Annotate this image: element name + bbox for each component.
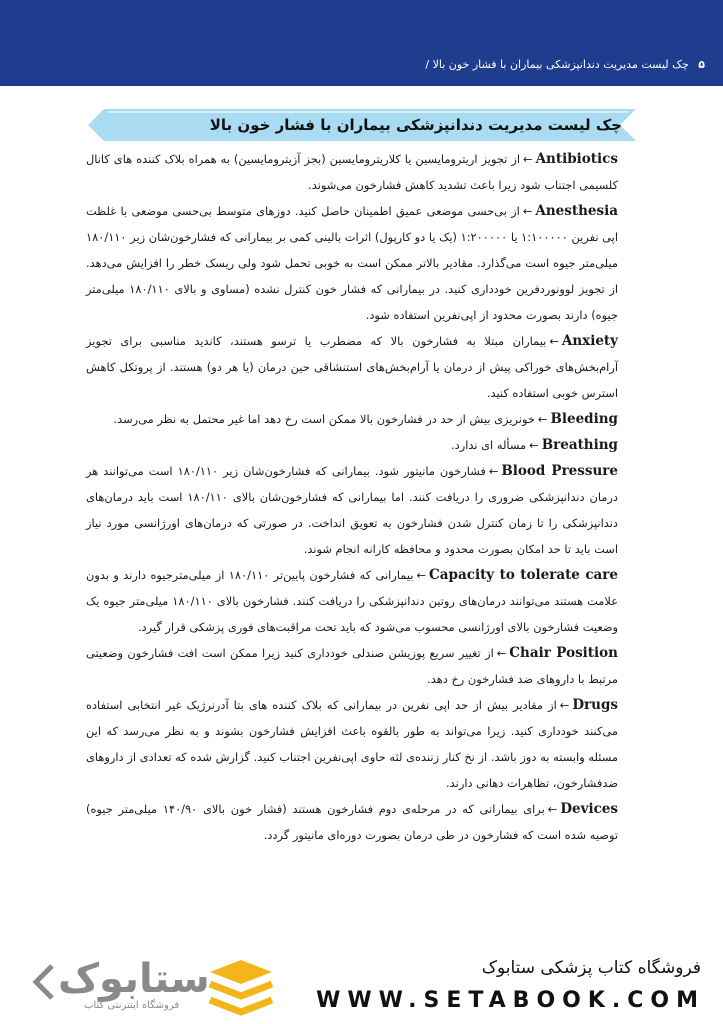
entry-term: Chair Position [509, 645, 618, 661]
checklist-entry [86, 146, 618, 198]
shop-url-link[interactable]: WWW.SETABOOK.COM [316, 988, 705, 1013]
section-title-bar [88, 109, 636, 141]
entry-term: Anesthesia [535, 203, 618, 219]
checklist-entry [86, 458, 618, 562]
checklist-entry [86, 328, 618, 406]
footer-fade [0, 900, 723, 950]
entry-text: خونریزی بیش از حد در فشارخون بالا ممکن است رخ دهد اما غیر محتمل به نظر می‌رسد. [113, 412, 535, 426]
arrow-icon: ← [549, 334, 559, 348]
arrow-icon: ← [416, 568, 427, 582]
page-header [0, 0, 723, 86]
entry-term: Antibiotics [535, 151, 618, 167]
entry-term: Drugs [572, 697, 618, 713]
checklist-entry [86, 432, 618, 458]
checklist-entry [86, 562, 618, 640]
entry-text: برای بیمارانی که در مرحله‌ی دوم فشارخون هستند (فشار خون بالای ۱۴۰/۹۰ میلی‌متر جیوه) توصیه شده است که فشارخون در طی درمان بصورت دوره‌ای مانیتور گردد. [86, 802, 618, 842]
entry-term: Capacity to tolerate care [429, 567, 618, 583]
checklist-entry [86, 406, 618, 432]
entry-text: فشارخون مانیتور شود. بیمارانی که فشارخون‌شان زیر ۱۸۰/۱۱۰ است می‌توانند هر درمان دندانپزشکی ضروری را دریافت کنند. اما بیمارانی که فشارخون‌شان بالای ۱۸۰/۱۱۰ است باید درمان‌های دندانپزشکی را تا زمان کنترل شدن فشارخون به تعویق انداخت. در صورتی که درمان‌های اورژانسی مورد نیاز است باید تا حد امکان بصورت محدود و محافظه کارانه انجام شوند. [86, 464, 618, 556]
logo-tagline: فروشگاه اینترنتی کتاب [84, 1000, 180, 1011]
checklist-entry [86, 640, 618, 692]
running-title: چک لیست مدیریت دندانپزشکی بیماران با فشار خون بالا / [425, 58, 689, 71]
footer [0, 944, 723, 1024]
entry-term: Blood Pressure [501, 463, 618, 479]
arrow-icon: ← [488, 464, 499, 478]
setabook-logo [30, 956, 300, 1018]
entry-text: از تجویز اریترومایسین یا کلاریترومایسین (بجز آزیترومایسین) به همراه بلاک کننده های کانال کلسیمی اجتناب شود زیرا باعث تشدید کاهش فشارخون می‌شوند. [86, 152, 618, 192]
page-number: ۵ [698, 58, 705, 71]
header-caption [425, 58, 705, 71]
shop-name: فروشگاه کتاب پزشکی ستابوک [481, 958, 701, 978]
entry-term: Anxiety [561, 333, 618, 349]
arrow-icon: ← [537, 412, 548, 426]
logo-wordmark: ستابوک [58, 956, 210, 1002]
entry-term: Bleeding [550, 411, 618, 427]
entry-text: مسأله ای ندارد. [451, 438, 527, 452]
arrow-icon: ← [496, 646, 507, 660]
section-title: چک لیست مدیریت دندانپزشکی بیماران با فشار خون بالا [209, 116, 622, 134]
entry-text: از تغییر سریع پوزیشن صندلی خودداری کنید زیرا ممکن است افت فشارخون وضعیتی مرتبط با داروهای ضد فشارخون رخ دهد. [86, 646, 618, 686]
arrow-icon: ← [529, 438, 539, 452]
arrow-icon: ← [559, 698, 570, 712]
arrow-icon: ← [547, 802, 558, 816]
entry-text: از بی‌حسی موضعی عمیق اطمینان حاصل کنید. دوزهای متوسط بی‌حسی موضعی با غلظت اپی نفرین ۱:۱۰۰۰۰۰ یا ۱:۲۰۰۰۰۰ (یک یا دو کارپول) اثرات بالینی کمی بر بیمارانی که فشارخون‌شان زیر ۱۸۰/۱۱۰ میلی‌متر جیوه است می‌گذارد. مقادیر بالاتر ممکن است به خوبی تحمل شود ولی ریسک خطر را افزایش می‌دهد. از تجویز لوونوردفرین خودداری کنید. در بیمارانی که فشار خون کنترل نشده (مساوی و بالای ۱۸۰/۱۱۰ میلی‌متر جیوه) دارند بصورت محدود از اپی‌نفرین استفاده شود. [86, 204, 618, 322]
entry-term: Devices [560, 801, 618, 817]
logo-chevron-icon [30, 962, 56, 1002]
checklist-entry [86, 198, 618, 328]
arrow-icon: ← [523, 152, 533, 166]
checklist-body [86, 146, 618, 848]
checklist-entry [86, 796, 618, 848]
entry-text: از مقادیر بیش از حد اپی نفرین در بیمارانی که بلاک کننده های بتا آدرنرژیک غیر انتخابی استفاده می‌کنند خودداری کنید. زیرا می‌تواند به طور بالقوه باعث افزایش فشارخون بشوند و به نظر می‌رسد که این مسئله وابسته به دوز باشد. از نخ کنار زننده‌ی لثه حاوی اپی‌نفرین اجتناب کنید. گزارش شده که تعدادی از داروهای ضدفشارخون، تظاهرات دهانی دارند. [86, 698, 618, 790]
checklist-entry [86, 692, 618, 796]
arrow-icon: ← [522, 204, 533, 218]
entry-term: Breathing [541, 437, 618, 453]
entry-text: بیماران مبتلا به فشارخون بالا که مضطرب یا ترسو هستند، کاندید مناسبی برای تجویز آرام‌بخش‌های خوراکی پیش از درمان یا آرام‌بخش‌های استنشاقی حین درمان (یا هر دو) هستند. از پروتکل کاهش استرس خوبی استفاده کنید. [86, 334, 618, 400]
book-stack-icon [206, 958, 276, 1016]
entry-text: بیمارانی که فشارخون پایین‌تر ۱۸۰/۱۱۰ از میلی‌مترجیوه دارند و بدون علامت هستند می‌توانند درمان‌های روتین دندانپزشکی را دریافت کنند. فشارخون بالای ۱۸۰/۱۱۰ میلی‌متر جیوه یک وضعیت فشارخون بالای اورژانسی محسوب می‌شود که باید تحت مراقبت‌های فوری پزشکی قرار گیرد. [86, 568, 619, 634]
